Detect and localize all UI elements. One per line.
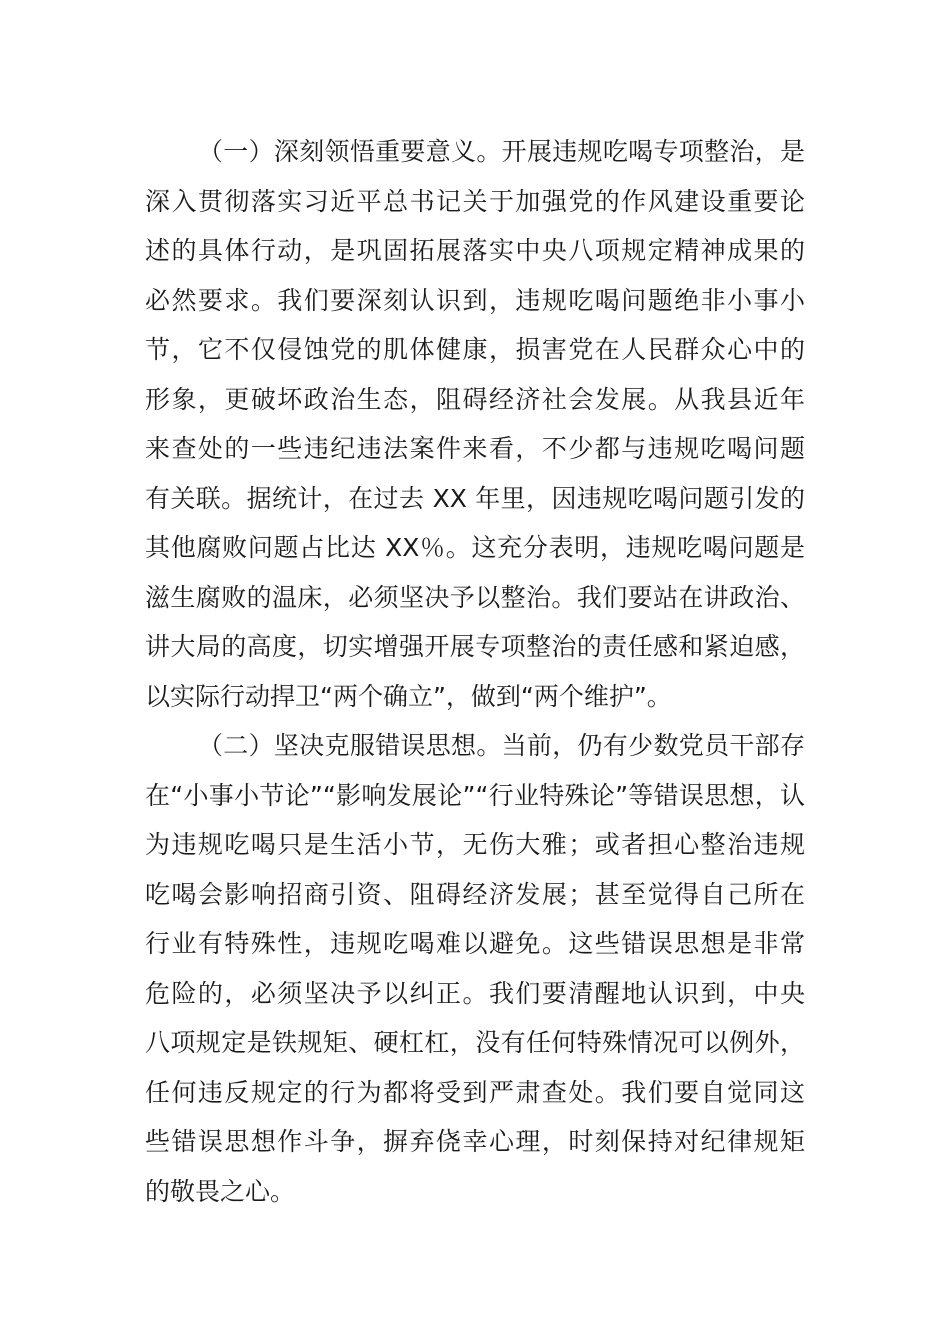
text-line: 深入贯彻落实习近平总书记关于加强党的作风建设重要论 <box>145 186 805 216</box>
text-line: 有关联。据统计，在过去 XX 年里，因违规吃喝问题引发的 <box>145 483 805 513</box>
paragraph-wrong-thinking <box>145 721 805 1216</box>
text-line: 节，它不仅侵蚀党的肌体健康，损害党在人民群众心中的 <box>145 335 805 364</box>
text-line: 些错误思想作斗争，摒弃侥幸心理，时刻保持对纪律规矩 <box>145 1127 805 1156</box>
text-line: （二）坚决克服错误思想。当前，仍有少数党员干部存 <box>198 731 805 760</box>
text-line-last: 以实际行动捍卫“两个确立”，做到“两个维护”。 <box>145 681 672 711</box>
text-line: 危险的，必须坚决予以纠正。我们要清醒地认识到，中央 <box>145 978 805 1008</box>
text-line: 其他腐败问题占比达 XX％。这充分表明，违规吃喝问题是 <box>145 533 805 562</box>
text-line: 行业有特殊性，违规吃喝难以避免。这些错误思想是非常 <box>145 929 805 958</box>
text-line: 吃喝会影响招商引资、阻碍经济发展；甚至觉得自己所在 <box>145 879 805 909</box>
document-body <box>145 127 805 1216</box>
text-line: 形象，更破坏政治生态，阻碍经济社会发展。从我县近年 <box>145 384 805 414</box>
text-line: 任何违反规定的行为都将受到严肃查处。我们要自觉同这 <box>145 1077 805 1107</box>
paragraph-importance <box>145 127 805 721</box>
text-line: （一）深刻领悟重要意义。开展违规吃喝专项整治，是 <box>198 137 805 166</box>
text-line: 来查处的一些违纪违法案件来看，不少都与违规吃喝问题 <box>145 434 805 463</box>
text-line: 为违规吃喝只是生活小节，无伤大雅；或者担心整治违规 <box>145 830 805 859</box>
text-line: 在“小事小节论”“影响发展论”“行业特殊论”等错误思想，认 <box>145 780 805 810</box>
text-line: 必然要求。我们要深刻认识到，违规吃喝问题绝非小事小 <box>145 285 805 315</box>
text-line: 讲大局的高度，切实增强开展专项整治的责任感和紧迫感， <box>145 632 805 661</box>
text-line: 述的具体行动，是巩固拓展落实中央八项规定精神成果的 <box>145 236 805 265</box>
text-line: 八项规定是铁规矩、硬杠杠，没有任何特殊情况可以例外， <box>145 1028 805 1057</box>
text-line: 滋生腐败的温床，必须坚决予以整治。我们要站在讲政治、 <box>145 582 805 612</box>
text-line-last: 的敬畏之心。 <box>145 1176 296 1206</box>
